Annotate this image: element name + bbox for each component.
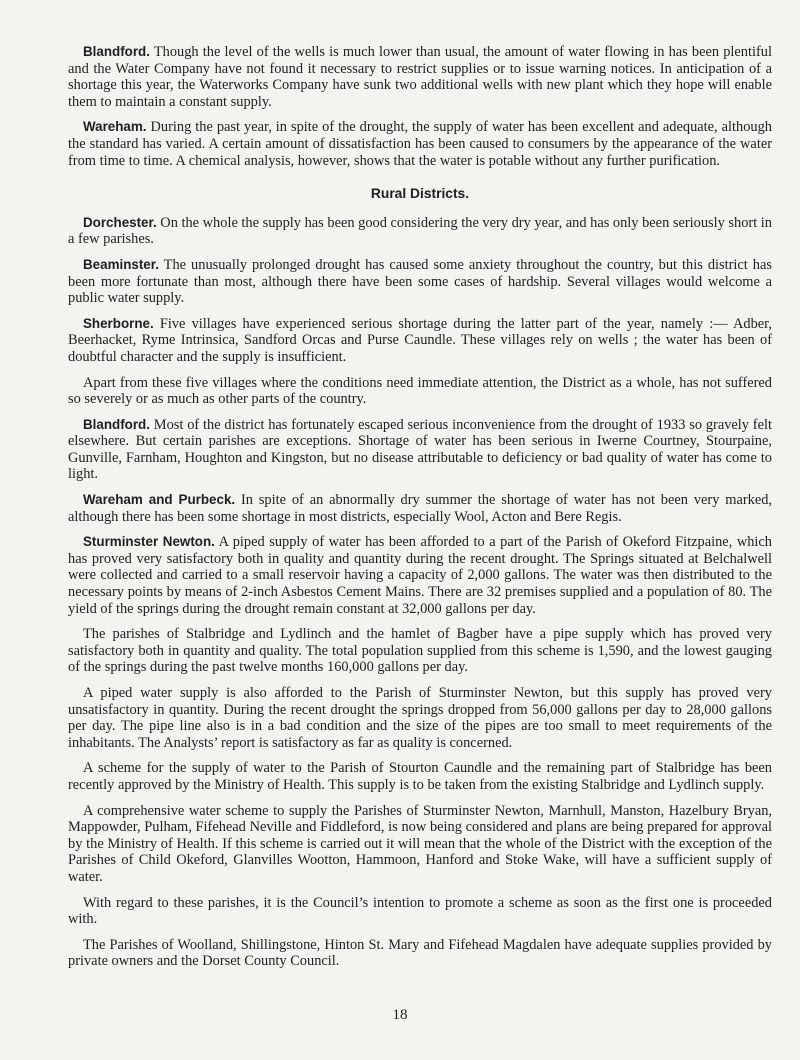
- paragraph-sherborne: [68, 316, 772, 366]
- page-number: 18: [392, 1007, 408, 1023]
- paragraph-heading: Beaminster.: [83, 256, 159, 272]
- paragraph-heading: Dorchester.: [83, 214, 157, 230]
- section-heading-rural-districts: Rural Districts.: [370, 186, 470, 202]
- paragraph-stourton-caundle-scheme: A scheme for the supply of water to the Parish of Stourton Caundle and the remaining part of Stalbridge has been recently approved by the Ministry of Health. This supply is to be taken from the existing Stalbridge and Lydlinch supply.: [68, 760, 772, 793]
- paragraph-heading: Wareham and Purbeck.: [83, 492, 236, 508]
- paragraph-beaminster: [68, 257, 772, 307]
- paragraph-heading: Sherborne.: [83, 315, 154, 331]
- paragraph-wareham-urban: [68, 119, 772, 169]
- paragraph-text: Most of the district has fortunately escaped serious inconvenience from the drought of 1933 so gravely felt elsewhere. But certain parishes are exceptions. Shortage of water has been serious in Iwerne Courtney, Stourpaine, Gunville, Farnham, Houghton and Kingston, but no disease attributable to deficiency or bad quality of water has come to light.: [68, 416, 772, 483]
- paragraph-dorchester: [68, 215, 772, 248]
- paragraph-text: In spite of an abnormally dry summer the shortage of water has not been very marked, although there has been some shortage in most districts, especially Wool, Acton and Bere Regis.: [68, 492, 772, 525]
- paragraph-heading: Sturminster Newton.: [83, 534, 215, 550]
- paragraph-text: The unusually prolonged drought has caused some anxiety throughout the country, but this district has been more fortunate than most, although there have been some cases of hardship. Several villages would welcome a public water supply.: [68, 256, 772, 307]
- paragraph-text: A piped supply of water has been afforded to a part of the Parish of Okeford Fitzpaine, which has proved very satisfactory both in quality and quantity during the recent drought. The Springs situated at Belchalwell were collected and carried to a small reservoir having a capacity of 2,000 gallons. The water was then distributed to the necessary points by means of 2-inch Asbestos Cement Mains. There are 32 premises supplied and a population of 80. The yield of the springs during the drought remain constant at 32,000 gallons per day.: [68, 534, 772, 617]
- document-page: [68, 44, 772, 979]
- paragraph-sherborne-continued: Apart from these five villages where the conditions need immediate attention, the District as a whole, has not suffered so severely or as much as other parts of the country.: [68, 374, 772, 408]
- paragraph-heading: Blandford.: [83, 416, 150, 432]
- paragraph-sturminster-piped-supply: A piped water supply is also afforded to the Parish of Sturminster Newton, but this supply has proved very unsatisfactory in quantity. During the recent drought the springs dropped from 56,000 gallons per day to 28,000 gallons per day. The pipe line also is in a bad condition and the size of the pipes are too small to meet requirements of the inhabitants. The Analysts’ report is satisfactory as far as quality is concerned.: [68, 685, 772, 751]
- paragraph-text: During the past year, in spite of the drought, the supply of water has been excellent and adequate, although the standard has varied. A certain amount of dissatisfaction has been caused to consumers by the appearance of the water from time to time. A chemical analysis, however, shows that the water is potable without any further purification.: [68, 119, 772, 169]
- paragraph-stalbridge-lydlinch: The parishes of Stalbridge and Lydlinch and the hamlet of Bagber have a pipe supply which has proved very satisfactory both in quantity and quality. The total population supplied from this scheme is 1,590, and the lowest gauging of the springs during the past twelve months 160,000 gallons per day.: [68, 626, 772, 676]
- paragraph-text: On the whole the supply has been good considering the very dry year, and has only been seriously short in a few parishes.: [68, 214, 772, 248]
- paragraph-text: Five villages have experienced serious shortage during the latter part of the year, namely :— Adber, Beerhacket, Ryme Intrinsica, Sandford Orcas and Purse Caundle. These villages rely on wells ; the water has been of doubtful character and the supply is insufficient.: [68, 315, 772, 365]
- paragraph-comprehensive-scheme: A comprehensive water scheme to supply the Parishes of Sturminster Newton, Marnhull, Manston, Hazelbury Bryan, Mappowder, Pulham, Fifehead Neville and Fiddleford, is now being considered and plans are being prepared for approval by the Ministry of Health. If this scheme is carried out it will mean that the whole of the District with the exception of the Parishes of Child Okeford, Glanvilles Wootton, Hammoon, Hanford and Stoke Wake, will have a sufficient supply of water.: [68, 802, 772, 885]
- paragraph-wareham-purbeck: [68, 492, 772, 525]
- paragraph-text: Though the level of the wells is much lower than usual, the amount of water flowing in has been plentiful and the Water Company have not found it necessary to restrict supplies or to issue warning notices. In anticipation of a shortage this year, the Waterworks Company have sunk two additional wells with new plant which they hope will enable them to maintain a constant supply.: [68, 44, 772, 110]
- paragraph-heading: Wareham.: [83, 119, 147, 135]
- paragraph-heading: Blandford.: [83, 44, 150, 59]
- paragraph-blandford-rural: [68, 417, 772, 483]
- paragraph-council-intention: With regard to these parishes, it is the Council’s intention to promote a scheme as soon as the first one is proceeded with.: [68, 894, 772, 928]
- paragraph-sturminster-newton: [68, 534, 772, 617]
- paragraph-blandford-urban: [68, 44, 772, 110]
- paragraph-private-supplies: The Parishes of Woolland, Shillingstone, Hinton St. Mary and Fifehead Magdalen have adequate supplies provided by private owners and the Dorset County Council.: [68, 936, 772, 970]
